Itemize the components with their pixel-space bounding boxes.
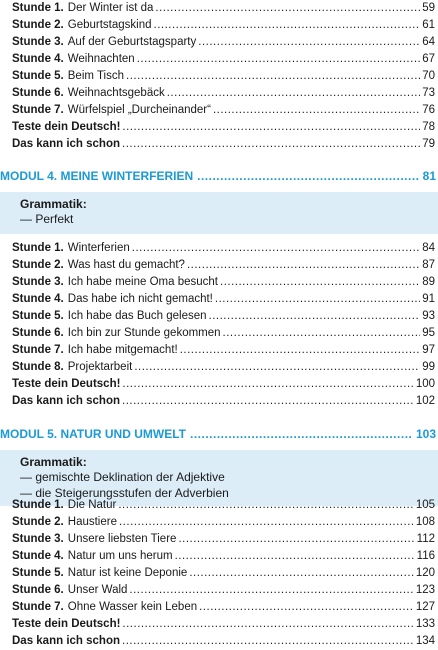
- entry-page: 73: [422, 87, 435, 99]
- entry-title: Weihnachtsgebäck: [67, 87, 165, 99]
- dot-leader: [122, 376, 413, 392]
- entry-label: Stunde 5.: [12, 567, 64, 579]
- toc-entry[interactable]: [12, 514, 435, 530]
- modul-page: 103: [415, 427, 436, 441]
- entry-title: Ich habe mitgemacht!: [67, 344, 178, 356]
- entry-title: Haustiere: [67, 516, 117, 528]
- entry-title: Projektarbeit: [67, 361, 133, 373]
- toc-entry[interactable]: [12, 34, 435, 50]
- entry-label: Stunde 4.: [12, 550, 64, 562]
- entry-page: 102: [415, 395, 435, 407]
- toc-entry[interactable]: [12, 257, 435, 273]
- toc-entry[interactable]: [12, 342, 435, 358]
- dot-leader: [213, 102, 420, 118]
- dot-leader: [137, 51, 421, 67]
- dot-leader: [180, 342, 420, 358]
- modul-4-grammar-box: [0, 192, 438, 234]
- grammar-item: — Perfekt: [20, 212, 74, 226]
- entry-page: 87: [422, 259, 435, 271]
- dot-leader: [118, 497, 413, 513]
- entry-title: Unsere liebsten Tiere: [67, 533, 177, 545]
- entry-title: Das habe ich nicht gemacht!: [67, 293, 213, 305]
- toc-entry[interactable]: [12, 17, 435, 33]
- entry-label: Stunde 3.: [12, 533, 64, 545]
- entry-title: Geburtstagskind: [67, 19, 152, 31]
- dot-leader: [197, 168, 419, 184]
- dot-leader: [189, 565, 414, 581]
- toc-entry[interactable]: [12, 376, 435, 392]
- entry-page: 120: [415, 567, 435, 579]
- entry-page: 79: [422, 138, 435, 150]
- toc-entry[interactable]: [12, 240, 435, 256]
- dot-leader: [122, 393, 414, 409]
- toc-entry[interactable]: [12, 582, 435, 598]
- entry-label: Stunde 7.: [12, 344, 64, 356]
- entry-page: 93: [422, 310, 435, 322]
- toc-entry[interactable]: [12, 531, 435, 547]
- dot-leader: [167, 85, 420, 101]
- toc-entry[interactable]: [12, 497, 435, 513]
- entry-page: 100: [415, 378, 435, 390]
- entry-page: 89: [422, 276, 435, 288]
- entry-page: 59: [422, 2, 435, 14]
- toc-entry[interactable]: [12, 102, 435, 118]
- dot-leader: [209, 308, 421, 324]
- modul-title: MODUL 4. MEINE WINTERFERIEN: [0, 169, 194, 183]
- entry-label: Stunde 2.: [12, 516, 64, 528]
- dot-leader: [175, 548, 415, 564]
- entry-page: 70: [422, 70, 435, 82]
- toc-entry[interactable]: [12, 136, 435, 152]
- entry-label: Stunde 4.: [12, 53, 64, 65]
- entry-page: 127: [415, 601, 435, 613]
- modul-4-heading[interactable]: [0, 168, 438, 184]
- entry-label: Stunde 5.: [12, 70, 64, 82]
- dot-leader: [129, 582, 413, 598]
- dot-leader: [220, 274, 420, 290]
- dot-leader: [134, 359, 420, 375]
- entry-label: Stunde 2.: [12, 259, 64, 271]
- entry-title: Unser Wald: [67, 584, 128, 596]
- entry-label: Stunde 6.: [12, 327, 64, 339]
- entry-page: 108: [415, 516, 435, 528]
- entry-label: Stunde 1.: [12, 499, 64, 511]
- grammar-heading: Grammatik:: [20, 197, 87, 211]
- modul-5-heading[interactable]: [0, 426, 438, 442]
- entry-title: Beim Tisch: [67, 70, 125, 82]
- dot-leader: [154, 17, 421, 33]
- entry-page: 133: [415, 618, 435, 630]
- entry-label: Stunde 2.: [12, 19, 64, 31]
- entry-label: Stunde 7.: [12, 601, 64, 613]
- toc-entry[interactable]: [12, 633, 435, 649]
- entry-label: Stunde 3.: [12, 276, 64, 288]
- dot-leader: [178, 531, 414, 547]
- entry-title: Was hast du gemacht?: [67, 259, 185, 271]
- dot-leader: [122, 119, 420, 135]
- toc-entry[interactable]: [12, 599, 435, 615]
- entry-title: Der Winter ist da: [67, 2, 154, 14]
- entry-label: Teste dein Deutsch!: [12, 378, 121, 390]
- toc-entry[interactable]: [12, 274, 435, 290]
- dot-leader: [132, 240, 420, 256]
- entry-label: Stunde 5.: [12, 310, 64, 322]
- toc-entry[interactable]: [12, 0, 435, 16]
- toc-entry[interactable]: [12, 393, 435, 409]
- modul-page: 81: [422, 169, 436, 183]
- entry-label: Stunde 1.: [12, 2, 64, 14]
- entry-title: Ich bin zur Stunde gekommen: [67, 327, 221, 339]
- entry-label: Das kann ich schon: [12, 635, 121, 647]
- dot-leader: [119, 514, 414, 530]
- entry-page: 84: [422, 242, 435, 254]
- grammar-item: — die Steigerungsstufen der Adverbien: [20, 486, 229, 500]
- entry-label: Stunde 1.: [12, 242, 64, 254]
- dot-leader: [126, 68, 420, 84]
- entry-title: Weihnachten: [67, 53, 135, 65]
- entry-label: Stunde 7.: [12, 104, 64, 116]
- entry-title: Würfelspiel „Durcheinander“: [67, 104, 211, 116]
- toc-entry[interactable]: [12, 616, 435, 632]
- entry-page: 78: [422, 121, 435, 133]
- entry-label: Das kann ich schon: [12, 138, 121, 150]
- toc-entry[interactable]: [12, 308, 435, 324]
- dot-leader: [187, 257, 420, 273]
- entry-title: Ich habe meine Oma besucht: [67, 276, 218, 288]
- dot-leader: [198, 34, 420, 50]
- entry-page: 134: [415, 635, 435, 647]
- dot-leader: [122, 136, 420, 152]
- entry-title: Winterferien: [67, 242, 130, 254]
- entry-label: Stunde 8.: [12, 361, 64, 373]
- entry-page: 95: [422, 327, 435, 339]
- toc-entry[interactable]: [12, 85, 435, 101]
- toc-entry[interactable]: [12, 51, 435, 67]
- entry-title: Auf der Geburtstagsparty: [67, 36, 197, 48]
- entry-page: 76: [422, 104, 435, 116]
- entry-page: 61: [422, 19, 435, 31]
- toc-entry[interactable]: [12, 119, 435, 135]
- entry-title: Natur um uns herum: [67, 550, 173, 562]
- toc-entry[interactable]: [12, 325, 435, 341]
- entry-title: Natur ist keine Deponie: [67, 567, 188, 579]
- toc-entry[interactable]: [12, 291, 435, 307]
- entry-label: Das kann ich schon: [12, 395, 121, 407]
- toc-entry[interactable]: [12, 565, 435, 581]
- dot-leader: [155, 0, 420, 16]
- dot-leader: [190, 426, 412, 442]
- entry-page: 112: [416, 533, 435, 545]
- entry-page: 123: [415, 584, 435, 596]
- entry-title: Ohne Wasser kein Leben: [67, 601, 198, 613]
- toc-entry[interactable]: [12, 68, 435, 84]
- modul-title: MODUL 5. NATUR UND UMWELT: [0, 427, 186, 441]
- entry-page: 64: [422, 36, 435, 48]
- dot-leader: [199, 599, 414, 615]
- entry-page: 116: [416, 550, 435, 562]
- dot-leader: [122, 616, 413, 632]
- toc-entry[interactable]: [12, 548, 435, 564]
- entry-label: Teste dein Deutsch!: [12, 618, 121, 630]
- entry-title: Ich habe das Buch gelesen: [67, 310, 207, 322]
- dot-leader: [223, 325, 421, 341]
- dot-leader: [122, 633, 414, 649]
- entry-label: Stunde 6.: [12, 87, 64, 99]
- entry-label: Teste dein Deutsch!: [12, 121, 121, 133]
- entry-page: 91: [422, 293, 435, 305]
- entry-page: 99: [422, 361, 435, 373]
- entry-label: Stunde 6.: [12, 584, 64, 596]
- entry-page: 97: [422, 344, 435, 356]
- entry-page: 67: [422, 53, 435, 65]
- grammar-item: — gemischte Deklination der Adjektive: [20, 470, 225, 484]
- grammar-heading: Grammatik:: [20, 455, 87, 469]
- toc-entry[interactable]: [12, 359, 435, 375]
- entry-title: Die Natur: [67, 499, 117, 511]
- entry-label: Stunde 3.: [12, 36, 64, 48]
- entry-page: 105: [415, 499, 435, 511]
- dot-leader: [215, 291, 420, 307]
- entry-label: Stunde 4.: [12, 293, 64, 305]
